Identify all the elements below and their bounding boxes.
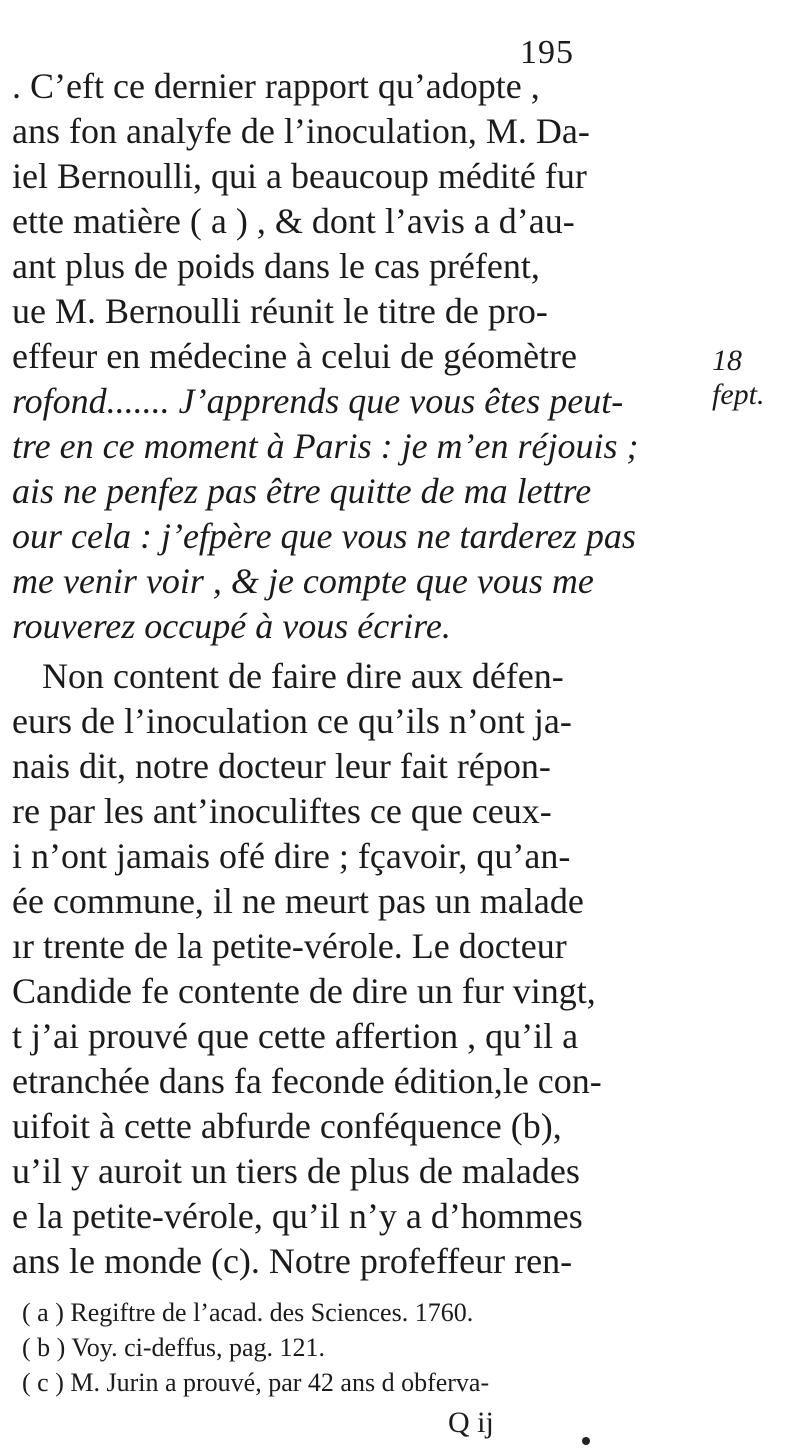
text-line: re par les ant’inoculiftes ce que ceux- xyxy=(12,791,552,831)
text-line: i n’ont jamais ofé dire ; fçavoir, qu’an- xyxy=(12,836,571,876)
text-line: rouverez occupé à vous écrire. xyxy=(12,606,451,646)
text-line: u’il y auroit un tiers de plus de malades xyxy=(12,1151,580,1191)
text-line: ue M. Bernoulli réunit le titre de pro- xyxy=(12,291,548,331)
footnote: ( a ) Regiftre de l’acad. des Sciences. 1760. xyxy=(22,1298,474,1327)
signature-mark: Q ij xyxy=(448,1406,494,1439)
text-line: ır trente de la petite-vérole. Le docteur xyxy=(12,926,567,966)
text-line: ans fon analyfe de l’inoculation, M. Da- xyxy=(12,111,590,151)
footnote: ( b ) Voy. ci-deffus, pag. 121. xyxy=(22,1333,326,1362)
text-line: effeur en médecine à celui de géomètre xyxy=(12,336,578,376)
text-line: me venir voir , & je compte que vous me xyxy=(12,561,594,601)
text-line: ans le monde (c). Notre profeffeur ren- xyxy=(12,1241,573,1281)
text-line: ais ne penfez pas être quitte de ma lettre xyxy=(12,471,592,511)
text-line: tre en ce moment à Paris : je m’en réjouis ; xyxy=(12,426,639,466)
text-line: ant plus de poids dans le cas préfent, xyxy=(12,246,540,286)
text-line: ée commune, il ne meurt pas un malade xyxy=(12,881,584,921)
text-line: nais dit, notre docteur leur fait répon- xyxy=(12,746,551,786)
text-line: Candide fe contente de dire un fur vingt, xyxy=(12,971,596,1011)
text-line: t j’ai prouvé que cette affertion , qu’il a xyxy=(12,1016,579,1056)
text-line: eurs de l’inoculation ce qu’ils n’ont ja- xyxy=(12,701,572,741)
text-line: ette matière ( a ) , & dont l’avis a d’au- xyxy=(12,201,575,241)
text-line: Non content de faire dire aux défen- xyxy=(42,656,564,696)
page-number: 195 xyxy=(520,34,574,71)
text-line: iel Bernoulli, qui a beaucoup médité fur xyxy=(12,156,587,196)
footnote: ( c ) M. Jurin a prouvé, par 42 ans d obferva- xyxy=(22,1368,490,1397)
text-line: uifoit à cette abfurde conféquence (b), xyxy=(12,1106,562,1146)
text-line: etranchée dans fa feconde édition,le con- xyxy=(12,1061,602,1101)
text-line: e la petite-vérole, qu’il n’y a d’hommes xyxy=(12,1196,583,1236)
ink-dot xyxy=(582,1437,590,1445)
text-line: . C’eft ce dernier rapport qu’adopte , xyxy=(12,66,540,106)
text-line: our cela : j’efpère que vous ne tarderez pas xyxy=(12,516,636,556)
text-line: rofond....... J’apprends que vous êtes peut- xyxy=(12,381,624,421)
margin-date-note: 18 fept. xyxy=(712,344,765,411)
